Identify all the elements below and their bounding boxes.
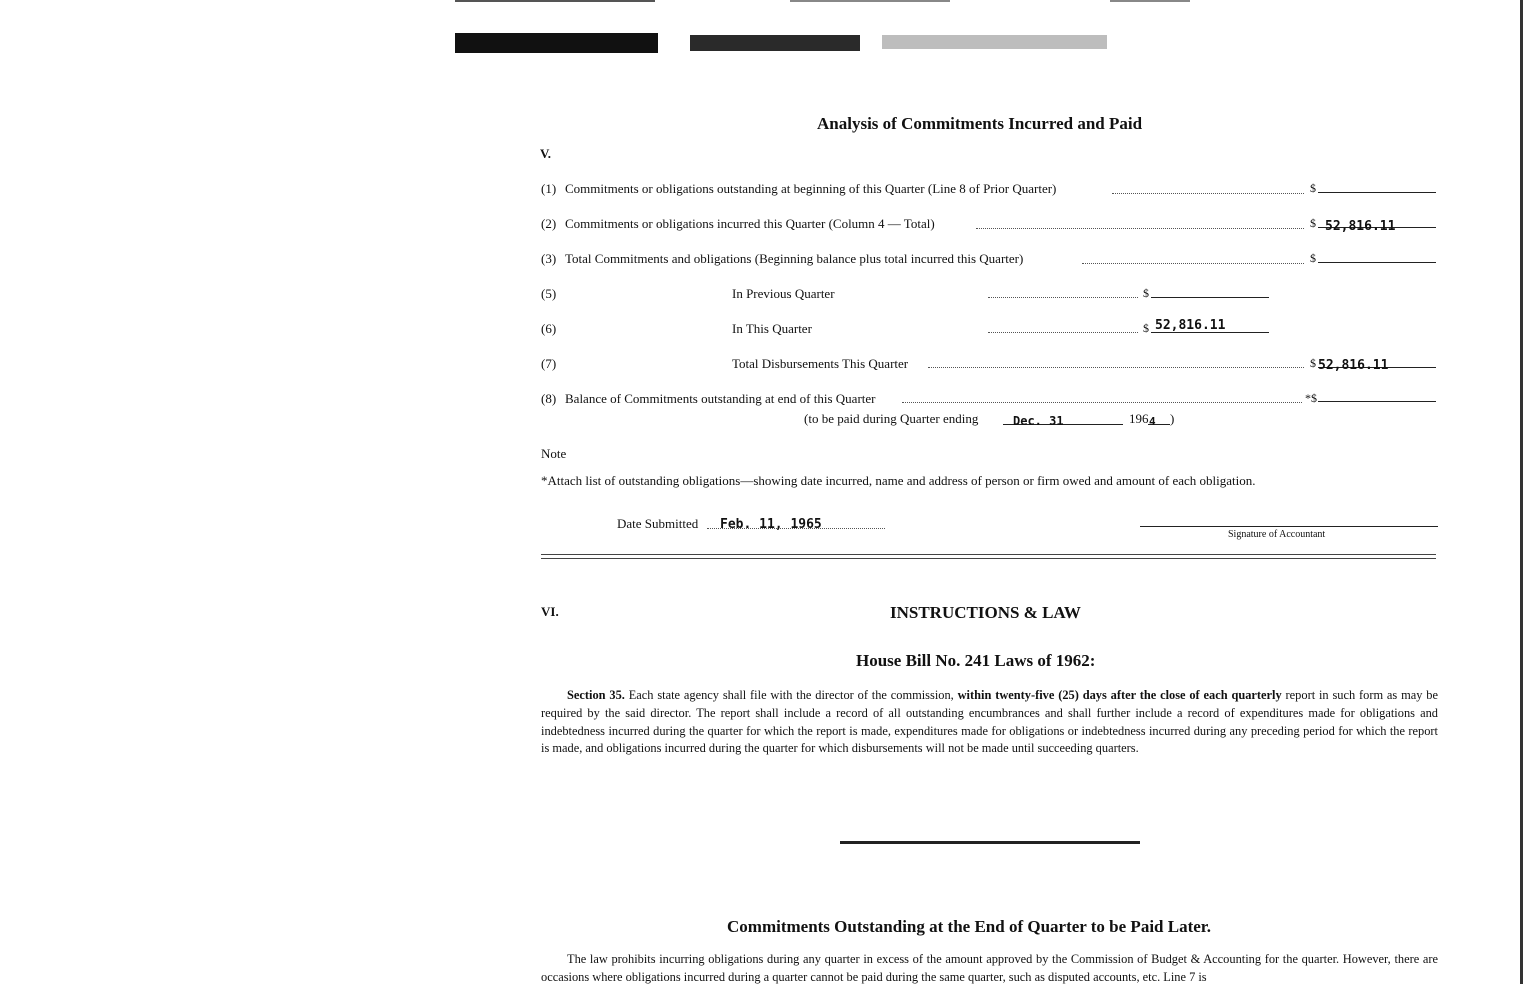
row-7-currency: $	[1310, 356, 1316, 370]
row-2-label: Commitments or obligations incurred this Quarter (Column 4 — Total)	[565, 216, 935, 231]
section-35-paragraph	[541, 687, 1438, 758]
row-5-amount-line	[1151, 297, 1269, 298]
row-5-num: (5)	[541, 286, 557, 301]
section-vi-roman: VI.	[541, 604, 559, 619]
signature-line	[1140, 526, 1438, 527]
row-5-currency: $	[1143, 286, 1149, 300]
page-edge	[1520, 0, 1523, 984]
paid-during-close: )	[1170, 411, 1175, 426]
redaction-bar	[455, 33, 658, 53]
note-text: *Attach list of outstanding obligations—showing date incurred, name and address of person or firm owed and amount of each obligation.	[541, 473, 1256, 488]
row-8-amount-line	[1318, 401, 1436, 402]
leader-dots	[976, 228, 1304, 229]
row-8-currency: *$	[1305, 391, 1317, 405]
section-rule	[840, 841, 1140, 844]
row-1-label: Commitments or obligations outstanding at beginning of this Quarter (Line 8 of Prior Quarter)	[565, 181, 1057, 196]
leader-dots	[902, 402, 1302, 403]
row-8-label: Balance of Commitments outstanding at end of this Quarter	[565, 391, 876, 406]
paid-during-date: Dec. 31	[1013, 414, 1064, 428]
row-8-num: (8)	[541, 391, 557, 406]
leader-dots	[928, 367, 1304, 368]
leader-dots	[988, 297, 1138, 298]
row-3-num: (3)	[541, 251, 557, 266]
section-vi-subtitle: House Bill No. 241 Laws of 1962:	[856, 651, 1096, 670]
paid-during-year: 196	[1129, 411, 1149, 426]
section-v-roman: V.	[540, 146, 551, 161]
scan-artifact-line	[1110, 0, 1190, 2]
row-1-currency: $	[1310, 181, 1316, 195]
row-3-currency: $	[1310, 251, 1316, 265]
note-label: Note	[541, 446, 567, 461]
commitments-later-title: Commitments Outstanding at the End of Quarter to be Paid Later.	[727, 917, 1212, 936]
leader-dots	[988, 332, 1138, 333]
redaction-bar	[690, 35, 860, 51]
paid-during-year-digit: 4	[1149, 415, 1156, 428]
row-7-num: (7)	[541, 356, 557, 371]
row-1-num: (1)	[541, 181, 557, 196]
redaction-bar	[882, 35, 1107, 49]
section-35-bold: within twenty-five (25) days after the close of each quarterly	[957, 688, 1282, 702]
row-7-label: Total Disbursements This Quarter	[732, 356, 909, 371]
section-35-text-a: Each state agency shall file with the director of the commission,	[628, 688, 954, 702]
section-35-text-b: report in such form as may be required by the said director. The report shall include a record of all outstanding encumbrances and shall further include a record of expenditures made for obligations and indebtedness incurred during the quarter for which the report is made, expenditures made for obligations or indebtedness incurred during any preceding period for which the report is made, and obligations incurred during the quarter for which disbursements will not be made until succeeding quarters.	[541, 688, 1438, 756]
paid-during-prefix: (to be paid during Quarter ending	[804, 411, 979, 426]
date-submitted-value: Feb. 11, 1965	[720, 517, 822, 532]
section-vi-title: INSTRUCTIONS & LAW	[890, 603, 1081, 622]
commitments-later-text: The law prohibits incurring obligations during any quarter in excess of the amount approved by the Commission of Budget & Accounting for the quarter. However, there are occasions where obligations incurred during a quarter cannot be paid during the same quarter, such as disputed accounts, etc. Line 7 is	[541, 952, 1438, 984]
row-1-amount-line	[1318, 192, 1436, 193]
row-2-value: 52,816.11	[1325, 219, 1396, 234]
commitments-later-paragraph	[541, 951, 1438, 987]
row-2-num: (2)	[541, 216, 557, 231]
leader-dots	[1112, 193, 1304, 194]
section-35-label: Section 35.	[567, 688, 625, 702]
row-2-currency: $	[1310, 216, 1316, 230]
section-divider	[541, 554, 1436, 559]
scan-artifact-line	[790, 0, 950, 2]
row-6-label: In This Quarter	[732, 321, 812, 336]
date-submitted-label: Date Submitted	[617, 516, 699, 531]
signature-label: Signature of Accountant	[1228, 529, 1326, 540]
row-6-currency: $	[1143, 321, 1149, 335]
row-3-amount-line	[1318, 262, 1436, 263]
row-7-value: 52,816.11	[1318, 358, 1389, 373]
section-v-title: Analysis of Commitments Incurred and Paid	[817, 114, 1143, 133]
row-3-label: Total Commitments and obligations (Beginning balance plus total incurred this Quarter)	[565, 251, 1024, 266]
row-6-num: (6)	[541, 321, 557, 336]
row-6-value: 52,816.11	[1155, 318, 1226, 333]
leader-dots	[1082, 263, 1304, 264]
scan-artifact-line	[455, 0, 655, 2]
row-5-label: In Previous Quarter	[732, 286, 835, 301]
